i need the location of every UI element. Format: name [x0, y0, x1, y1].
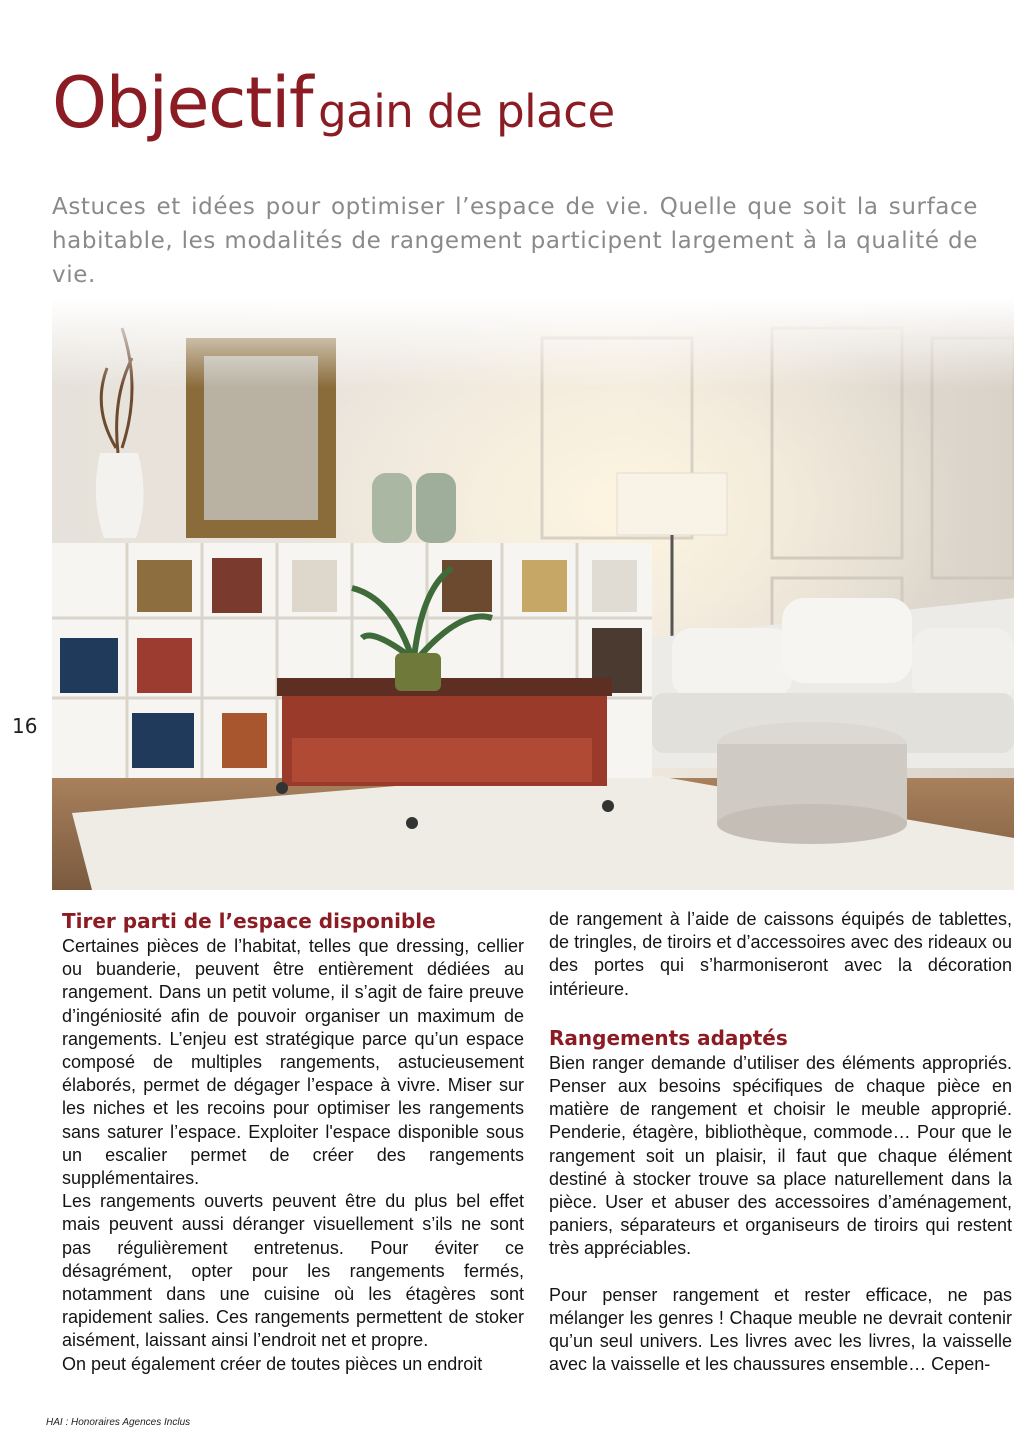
intro-lead: Astuces et idées pour optimiser l’espace de vie. Quelle que soit la surface habitable, les modalités de rangement participent largement à la qualité de vie. — [52, 194, 978, 288]
column-right — [549, 908, 1012, 1376]
paragraph-adaptes-2: Pour penser rangement et rester efficace, ne pas mélanger les genres ! Chaque meuble ne devrait contenir qu’un seul univers. Les livres avec les livres, la vaisselle avec la vaisselle et les chaussures ensemble… Cepen- — [549, 1284, 1012, 1375]
paragraph-espace-3: On peut également créer de toutes pièces un endroit — [62, 1353, 483, 1374]
page-title — [52, 62, 615, 144]
page-number: 16 — [12, 714, 38, 738]
title-sub: gain de place — [318, 85, 615, 138]
heading-rangements-adaptes: Rangements adaptés — [549, 1025, 788, 1050]
paragraph-espace-1: Certaines pièces de l’habitat, telles que dressing, cellier ou buanderie, peuvent être entièrement dédiées au rangement. Dans un petit volume, il s’agit de faire preuve d’ingéniosité afin de pouvoir organiser un maximum de rangements. L’enjeu est stratégique parce qu’un espace composé de multiples rangements, astucieusement élaborés, permet de dégager l’espace à vivre. Miser sur les niches et les recoins pour optimiser les rangements sans saturer l’espace. Exploiter l'espace disponible sous un escalier permet de créer des rangements supplémentaires. — [62, 936, 524, 1189]
title-main: Objectif — [52, 62, 313, 144]
column-left — [62, 908, 524, 1376]
paragraph-adaptes-1: Bien ranger demande d’utiliser des éléments appropriés. Penser aux besoins spécifiques de chaque pièce en matière de rangement et choisir le meuble approprié. Penderie, étagère, bibliothèque, commode… Pour que le rangement soit un plaisir, il faut que chaque élément destiné à stocker trouve sa place naturellement dans la pièce. User et abuser des accessoires d’aménagement, paniers, séparateurs et organiseurs de tiroirs qui restent très appréciables. — [549, 1052, 1012, 1259]
paragraph-espace-2: Les rangements ouverts peuvent être du plus bel effet mais peuvent aussi déranger visuellement s’ils ne sont pas régulièrement entretenus. Pour éviter ce désagrément, opter pour les rangements fermés, notamment dans une cuisine où les étagères sont rapidement salies. Ces rangements permettent de stoker aisément, laissant ainsi l’endroit net et propre. — [62, 1191, 524, 1351]
paragraph-espace-3-continued: de rangement à l’aide de caissons équipés de tablettes, de tringles, de tiroirs et d’accessoires avec des rideaux ou des portes qui s’harmoniseront avec la décoration intérieure. — [549, 909, 1012, 999]
heading-espace-disponible: Tirer parti de l’espace disponible — [62, 909, 436, 933]
living-room-photo — [52, 298, 1014, 890]
footer-note: HAI : Honoraires Agences Inclus — [46, 1417, 191, 1428]
